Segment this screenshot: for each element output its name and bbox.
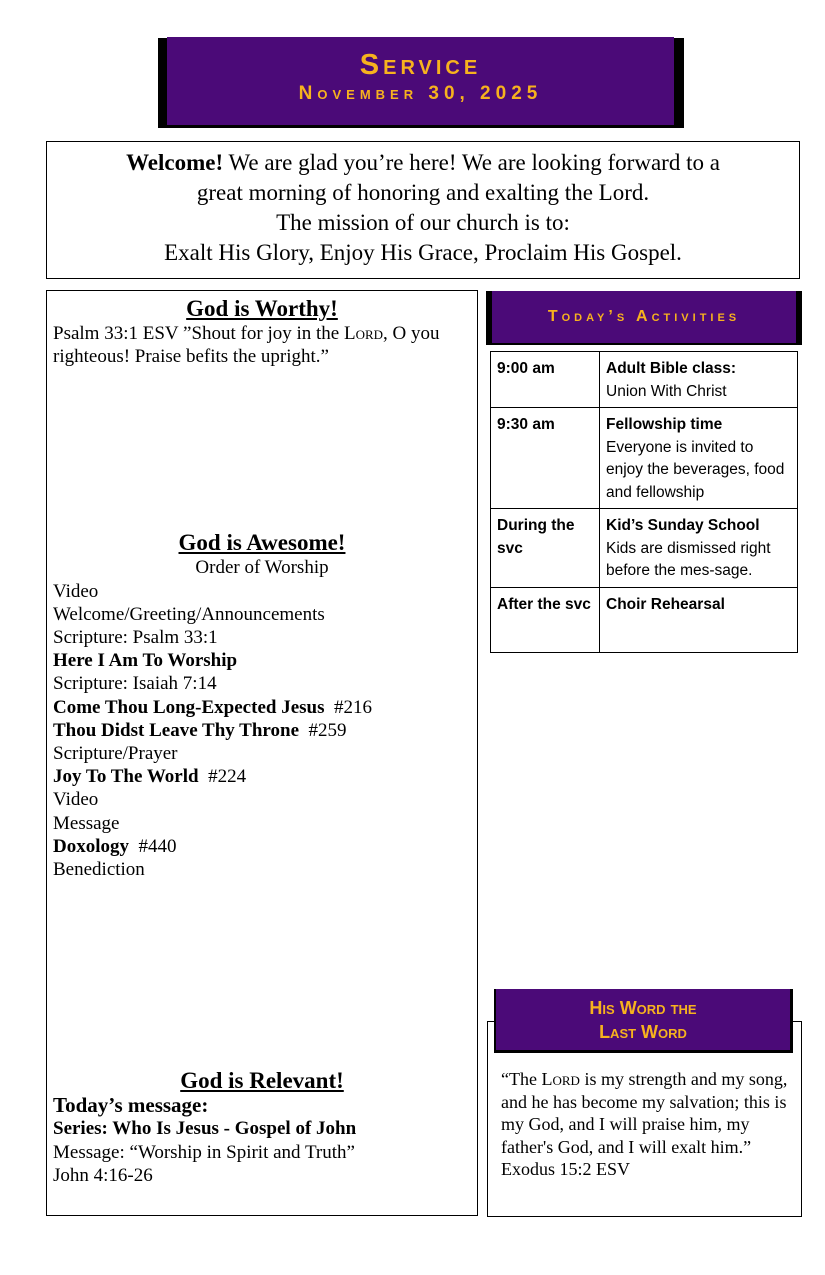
worship-item xyxy=(53,672,471,695)
worship-item xyxy=(53,626,471,649)
worship-item-text: Video xyxy=(53,580,99,602)
activity-detail: Kids are dismissed right before the mes-sage. xyxy=(606,539,771,579)
service-title: Service xyxy=(359,49,482,81)
worship-item xyxy=(53,580,471,603)
worship-item-text: Here I Am To Worship xyxy=(53,650,238,672)
activity-row xyxy=(491,509,798,588)
activity-detail: Everyone is invited to enjoy the beverages, food and fellowship xyxy=(606,438,785,501)
worship-item-text: Scripture: Isaiah 7:14 xyxy=(53,673,217,695)
relevant-heading: God is Relevant! xyxy=(180,1068,344,1094)
worship-item xyxy=(53,812,471,835)
quote-lord: Lord xyxy=(541,1069,580,1089)
worship-item-text: Scripture: Psalm 33:1 xyxy=(53,627,218,649)
order-of-worship-subheading: Order of Worship xyxy=(195,557,329,579)
worship-item xyxy=(53,719,471,742)
activity-desc xyxy=(600,509,798,588)
worship-item xyxy=(53,742,471,765)
activity-row xyxy=(491,587,798,652)
welcome-line-1 xyxy=(47,148,799,178)
worship-item-text: Come Thou Long-Expected Jesus xyxy=(53,696,325,718)
order-of-worship-list xyxy=(53,580,471,882)
hymn-number: #440 xyxy=(129,835,177,857)
message-passage: John 4:16-26 xyxy=(53,1164,153,1186)
worship-item xyxy=(53,696,471,719)
worship-item xyxy=(53,649,471,672)
worship-item-text: Scripture/Prayer xyxy=(53,743,178,765)
worship-item-text: Doxology xyxy=(53,835,129,857)
welcome-line-1-rest: We are glad you’re here! We are looking forward to a xyxy=(223,150,720,175)
worship-item xyxy=(53,788,471,811)
todays-message-label: Today’s message: xyxy=(53,1093,209,1118)
activity-time: 9:00 am xyxy=(491,352,600,408)
worship-item xyxy=(53,858,471,881)
worship-item-text: Welcome/Greeting/Announcements xyxy=(53,603,325,625)
hymn-number: #259 xyxy=(299,719,347,741)
his-word-quote xyxy=(501,1068,791,1181)
hymn-number: #216 xyxy=(324,696,372,718)
worship-item-text: Joy To The World xyxy=(53,766,199,788)
activity-title: Kid’s Sunday School xyxy=(606,517,760,534)
message-title: Message: “Worship in Spirit and Truth” xyxy=(53,1141,355,1163)
worship-item-text: Video xyxy=(53,789,99,811)
worship-item xyxy=(53,603,471,626)
worthy-verse-pre: Psalm 33:1 ESV ”Shout for joy in the xyxy=(53,323,344,344)
worship-item xyxy=(53,835,471,858)
his-word-heading-line-2: Last Word xyxy=(599,1022,687,1042)
left-column xyxy=(46,290,478,1216)
activities-heading: Today’s Activities xyxy=(492,291,796,343)
welcome-line-2: great morning of honoring and exalting the Lord. xyxy=(196,180,650,205)
activity-time: 9:30 am xyxy=(491,408,600,509)
worship-item-text: Benediction xyxy=(53,859,145,881)
service-date: November 30, 2025 xyxy=(298,83,543,104)
worship-item xyxy=(53,765,471,788)
worthy-verse xyxy=(53,322,471,368)
worship-item-text: Thou Didst Leave Thy Throne xyxy=(53,719,300,741)
worthy-verse-post: , O you righteous! Praise befits the upright.” xyxy=(53,323,440,368)
welcome-box xyxy=(46,141,800,279)
activity-row xyxy=(491,408,798,509)
his-word-heading xyxy=(496,989,790,1050)
quote-pre: “The xyxy=(501,1069,542,1089)
worthy-verse-lord: Lord xyxy=(343,323,384,344)
activity-title: Choir Rehearsal xyxy=(606,595,725,613)
message-series: Series: Who Is Jesus - Gospel of John xyxy=(53,1118,357,1140)
activity-desc xyxy=(600,587,798,652)
welcome-lead: Welcome! xyxy=(126,150,224,175)
activity-desc xyxy=(600,352,798,408)
his-word-heading-line-1: His Word the xyxy=(589,998,697,1018)
activity-detail: Union With Christ xyxy=(606,382,727,400)
activity-time: After the svc xyxy=(491,587,600,652)
welcome-line-3: The mission of our church is to: xyxy=(276,210,570,235)
worthy-heading: God is Worthy! xyxy=(186,296,338,321)
activity-title: Adult Bible class: xyxy=(606,360,737,377)
service-banner xyxy=(167,37,674,125)
activity-time: During the svc xyxy=(491,509,600,588)
activity-desc xyxy=(600,408,798,509)
quote-reference: Exodus 15:2 ESV xyxy=(501,1159,631,1179)
quote-post: is my strength and my song, and he has become my salvation; this is my God, and I will praise him, my father's God, and I will exalt him.” xyxy=(501,1069,788,1157)
worship-item-text: Message xyxy=(53,812,120,834)
awesome-heading: God is Awesome! xyxy=(178,530,346,556)
activity-title: Fellowship time xyxy=(606,416,723,433)
hymn-number: #224 xyxy=(198,766,247,788)
welcome-line-4: Exalt His Glory, Enjoy His Grace, Proclaim His Gospel. xyxy=(164,240,682,265)
activities-table xyxy=(490,351,798,653)
activity-row xyxy=(491,352,798,408)
